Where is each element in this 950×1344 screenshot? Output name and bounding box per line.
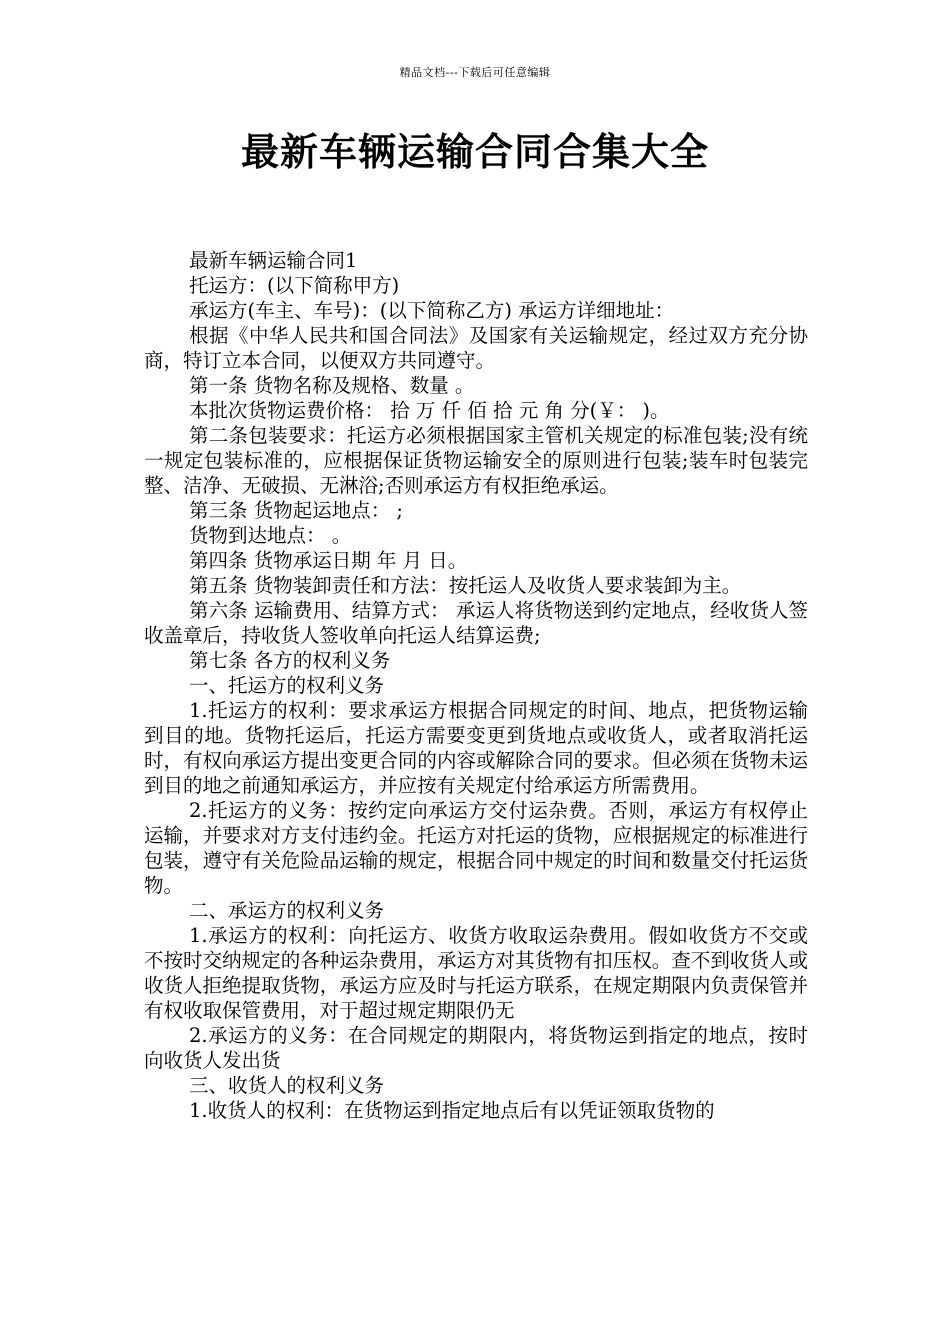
document-body <box>144 248 808 1123</box>
carrier-line: 承运方(车主、车号)：(以下简称乙方) 承运方详细地址： <box>189 299 675 322</box>
document-title: 最新车辆运输合同合集大全 <box>240 130 709 174</box>
consignor-rights: 1.托运方的权利：要求承运方根据合同规定的时间、地点，把货物运输到目的地。货物托运后，托运方需要变更到货地点或收货人，或者取消托运时，有权向承运方提出变更合同的内容或解除合同的要求。但必须在货物未运到目的地之前通知承运方，并应按有关规定付给承运方所需费用。 <box>144 699 808 797</box>
preamble-paragraph: 根据《中华人民共和国合同法》及国家有关运输规定，经过双方充分协商，特订立本合同，以便双方共同遵守。 <box>144 324 808 372</box>
freight-price-line: 本批次货物运费价格： 拾 万 仟 佰 拾 元 角 分(￥： )。 <box>189 399 670 422</box>
article-4: 第四条 货物承运日期 年 月 日。 <box>189 549 468 572</box>
consignor-line: 托运方：(以下简称甲方) <box>189 274 400 297</box>
destination-line: 货物到达地点： 。 <box>189 524 352 547</box>
section-heading-carrier: 二、承运方的权利义务 <box>189 899 385 922</box>
consignor-obligations: 2.托运方的义务：按约定向承运方交付运杂费。否则，承运方有权停止运输，并要求对方支付违约金。托运方对托运的货物，应根据规定的标准进行包装，遵守有关危险品运输的规定，根据合同中规定的时间和数量交付托运货物。 <box>144 799 808 897</box>
carrier-obligations: 2.承运方的义务：在合同规定的期限内，将货物运到指定的地点，按时向收货人发出货 <box>144 1024 808 1072</box>
contract-heading: 最新车辆运输合同1 <box>189 249 358 272</box>
article-7: 第七条 各方的权利义务 <box>189 649 391 672</box>
section-heading-consignee: 三、收货人的权利义务 <box>189 1074 385 1097</box>
article-2: 第二条包装要求：托运方必须根据国家主管机关规定的标准包装;没有统一规定包装标准的，应根据保证货物运输安全的原则进行包装;装车时包装完整、洁净、无破损、无淋浴;否则承运方有权拒绝承运。 <box>144 424 808 497</box>
page-header: 精品文档---下载后可任意编辑 <box>399 66 551 79</box>
article-6: 第六条 运输费用、结算方式： 承运人将货物送到约定地点，经收货人签收盖章后，持收货人签收单向托运人结算运费; <box>144 599 808 647</box>
article-5: 第五条 货物装卸责任和方法：按托运人及收货人要求装卸为主。 <box>189 574 742 597</box>
article-3: 第三条 货物起运地点： ; <box>189 499 403 522</box>
carrier-rights: 1.承运方的权利：向托运方、收货方收取运杂费用。假如收货方不交或不按时交纳规定的各种运杂费用，承运方对其货物有扣压权。查不到收货人或收货人拒绝提取货物，承运方应及时与托运方联系，在规定期限内负责保管并有权收取保管费用，对于超过规定期限仍无 <box>144 924 808 1022</box>
consignee-rights: 1.收货人的权利：在货物运到指定地点后有以凭证领取货物的 <box>189 1099 715 1122</box>
article-1: 第一条 货物名称及规格、数量 。 <box>189 374 475 397</box>
section-heading-consignor: 一、托运方的权利义务 <box>189 674 385 697</box>
